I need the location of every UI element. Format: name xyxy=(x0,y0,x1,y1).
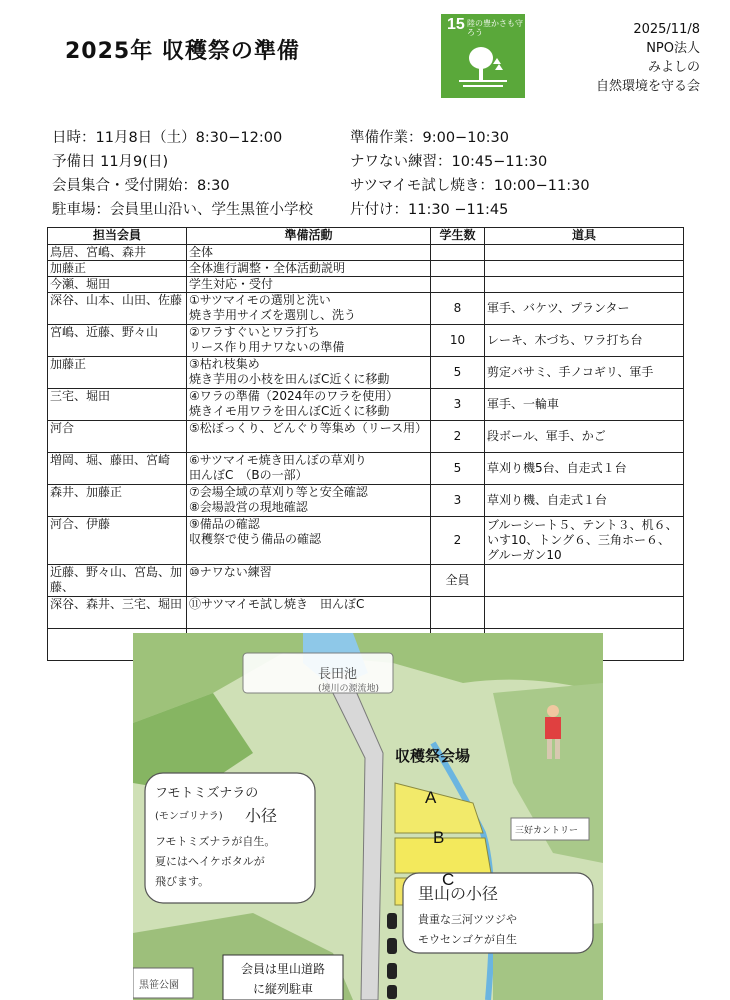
members-cell: 河合、伊藤 xyxy=(48,517,187,565)
tools-cell xyxy=(485,277,684,293)
tools-cell xyxy=(485,261,684,277)
pond-sublabel: (境川の源流地) xyxy=(318,684,380,694)
tools-cell: レーキ、木づち、ワラ打ち台 xyxy=(485,325,684,357)
tools-cell: 軍手、一輪車 xyxy=(485,389,684,421)
preparation-table xyxy=(47,227,684,661)
header-students: 学生数 xyxy=(431,228,485,245)
members-cell: 加藤正 xyxy=(48,357,187,389)
table-row xyxy=(48,389,684,421)
table-row xyxy=(48,597,684,629)
students-cell: 5 xyxy=(431,357,485,389)
map-illustration xyxy=(133,633,603,1000)
students-cell: 2 xyxy=(431,517,485,565)
trail2-desc-1: 貴重な三河ツツジや xyxy=(418,913,517,926)
tools-cell xyxy=(485,245,684,261)
activity-cell: ①サツマイモの選別と洗い 焼き芋用サイズを選別し、洗う xyxy=(187,293,431,325)
info-rope-practice: ナワない練習：10:45−11:30 xyxy=(350,154,548,170)
table-row xyxy=(48,485,684,517)
info-parking: 駐車場：会員里山沿い、学生黒笹小学校 xyxy=(52,202,313,218)
members-cell: 近藤、野々山、宮島、加藤、 xyxy=(48,565,187,597)
tools-cell xyxy=(485,597,684,629)
students-cell xyxy=(431,597,485,629)
info-prep-work: 準備作業：9:00−10:30 xyxy=(350,130,509,146)
trail2-title: 里山の小径 xyxy=(418,884,499,903)
members-cell: 加藤正 xyxy=(48,261,187,277)
activity-cell: 学生対応・受付 xyxy=(187,277,431,293)
parking-note-2: に縦列駐車 xyxy=(252,982,314,996)
org-line-2: みよしの xyxy=(647,60,700,75)
tools-cell: 段ボール、軍手、かご xyxy=(485,421,684,453)
pond-label: 長田池 xyxy=(318,667,358,682)
activity-cell: ⑪サツマイモ試し焼き 田んぼC xyxy=(187,597,431,629)
trail1-name: 小径 xyxy=(245,806,278,825)
tools-cell: 剪定バサミ、手ノコギリ、軍手 xyxy=(485,357,684,389)
sdg-number: 15 xyxy=(447,16,465,33)
header-members: 担当会員 xyxy=(48,228,187,245)
activity-cell: ⑨備品の確認 収穫祭で使う備品の確認 xyxy=(187,517,431,565)
activity-cell: ④ワラの準備（2024年のワラを使用） 焼きイモ用ワラを田んぼC近くに移動 xyxy=(187,389,431,421)
table-row xyxy=(48,421,684,453)
table-header-row xyxy=(48,228,684,245)
students-cell: 10 xyxy=(431,325,485,357)
info-reserve-day: 予備日 11月9(日) xyxy=(52,154,169,170)
venue-label: 収穫祭会場 xyxy=(395,747,471,765)
header-activity: 準備活動 xyxy=(187,228,431,245)
members-cell: 今瀬、堀田 xyxy=(48,277,187,293)
trail2-desc-2: モウセンゴケが自生 xyxy=(418,933,517,946)
venue-map xyxy=(133,633,603,1000)
activity-cell: ⑦会場全域の草刈り等と安全確認 ⑧会場設営の現地確認 xyxy=(187,485,431,517)
tools-cell: 草刈り機5台、自走式１台 xyxy=(485,453,684,485)
students-cell xyxy=(431,245,485,261)
info-potato-roast: サツマイモ試し焼き：10:00−11:30 xyxy=(350,178,590,194)
activity-cell: ⑤松ぼっくり、どんぐり等集め（リース用） xyxy=(187,421,431,453)
org-line-1: NPO法人 xyxy=(646,41,700,56)
members-cell: 三宅、堀田 xyxy=(48,389,187,421)
table-row xyxy=(48,357,684,389)
members-cell: 宮嶋、近藤、野々山 xyxy=(48,325,187,357)
members-cell: 増岡、堀、藤田、宮崎 xyxy=(48,453,187,485)
tools-cell xyxy=(485,565,684,597)
sdg-15-badge xyxy=(441,14,525,98)
students-cell xyxy=(431,261,485,277)
table-row xyxy=(48,517,684,565)
table-row xyxy=(48,293,684,325)
table-row xyxy=(48,565,684,597)
tools-cell: 草刈り機、自走式１台 xyxy=(485,485,684,517)
page-title: 2025年 収穫祭の準備 xyxy=(65,39,300,64)
members-cell: 森井、加藤正 xyxy=(48,485,187,517)
students-cell: 8 xyxy=(431,293,485,325)
trail1-desc-2: 夏にはヘイケボタルが xyxy=(155,855,265,868)
header-tools: 道具 xyxy=(485,228,684,245)
activity-cell: 全体 xyxy=(187,245,431,261)
members-cell: 深谷、山本、山田、佐藤 xyxy=(48,293,187,325)
trail1-subtitle: (モンゴリナラ) xyxy=(155,811,223,822)
members-cell: 鳥居、宮嶋、森井 xyxy=(48,245,187,261)
members-cell: 深谷、森井、三宅、堀田 xyxy=(48,597,187,629)
info-datetime: 日時：11月8日（土）8:30−12:00 xyxy=(52,130,283,146)
members-cell: 河合 xyxy=(48,421,187,453)
students-cell: 3 xyxy=(431,485,485,517)
info-cleanup: 片付け：11:30 −11:45 xyxy=(350,202,509,218)
plot-b-label: B xyxy=(433,828,445,847)
table-row xyxy=(48,325,684,357)
table-row xyxy=(48,261,684,277)
table-row xyxy=(48,453,684,485)
trail1-desc-1: フモトミズナラが自生。 xyxy=(155,835,276,848)
trail1-desc-3: 飛びます。 xyxy=(155,875,210,888)
park-label: 黒笹公園 xyxy=(139,980,179,991)
organization-block xyxy=(580,20,700,96)
info-gathering: 会員集合・受付開始：8:30 xyxy=(52,178,230,194)
document-date: 2025/11/8 xyxy=(633,22,700,37)
plot-c-label: C xyxy=(442,870,455,889)
country-club-label: 三好カントリー xyxy=(515,826,579,836)
parking-note-1: 会員は里山道路 xyxy=(240,962,326,976)
table-row xyxy=(48,277,684,293)
trail1-title: フモトミズナラの xyxy=(155,786,259,801)
table-row xyxy=(48,245,684,261)
tools-cell: ブルーシート５、テント３、机６、いす10、トング６、三角ホー６、グルーガン10 xyxy=(485,517,684,565)
org-line-3: 自然環境を守る会 xyxy=(595,79,700,94)
students-cell: 3 xyxy=(431,389,485,421)
students-cell xyxy=(431,277,485,293)
students-cell: 5 xyxy=(431,453,485,485)
sdg-text: 陸の豊かさも守ろう xyxy=(467,19,523,37)
students-cell: 全員 xyxy=(431,565,485,597)
activity-cell: ⑩ナワない練習 xyxy=(187,565,431,597)
activity-cell: 全体進行調整・全体活動説明 xyxy=(187,261,431,277)
plot-a-label: A xyxy=(425,788,437,807)
activity-cell: ⑥サツマイモ焼き田んぼの草刈り 田んぼC （Bの一部） xyxy=(187,453,431,485)
tree-icon xyxy=(455,44,511,92)
activity-cell: ②ワラすぐいとワラ打ち リース作り用ナワないの準備 xyxy=(187,325,431,357)
activity-cell: ③枯れ枝集め 焼き芋用の小枝を田んぼC近くに移動 xyxy=(187,357,431,389)
tools-cell: 軍手、バケツ、プランター xyxy=(485,293,684,325)
students-cell: 2 xyxy=(431,421,485,453)
